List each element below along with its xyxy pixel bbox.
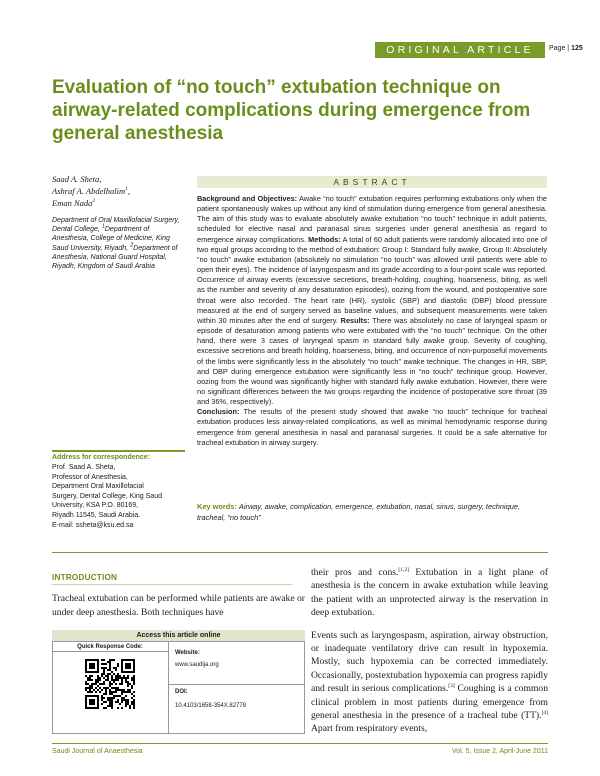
divider — [52, 552, 548, 553]
citation: [4] — [541, 709, 548, 716]
access-box-heading: Access this article online — [52, 630, 305, 642]
keywords: Key words: Airway, awake, complication, emergence, extubation, nasal, sinus, surgery, technique, tracheal, “no touch” — [197, 502, 521, 522]
qr-label: Quick Response Code: — [52, 642, 168, 652]
issue-info: Vol. 5, Issue 2, April-June 2011 — [452, 748, 548, 755]
correspondence-heading: Address for correspondence: — [52, 454, 151, 461]
author-list — [52, 173, 182, 209]
affiliations: Department of Oral Maxillofacial Surgery, Dental College, $^1$Department of Anesthesia, College of Medicine, King Saud University, Riyadh, $^2$Department of Anesthesia, National Guard Hospital, Riyadh, Kingdom of Saudi Arabia — [52, 217, 180, 271]
citation: [3] — [448, 683, 455, 690]
abstract-label: ABSTRACT — [333, 177, 411, 187]
divider — [52, 743, 548, 744]
correspondence-address: Prof. Saad A. Sheta, Professor of Anesthesia, Department Oral Maxillofacial Surgery, Dental College, King Saud University, KSA P.O. 80169, Riyadh 11545, Saudi Arabia. E-mail: ssheta@ksu.ed.sa — [52, 463, 187, 530]
author: Saad A. Sheta, — [52, 174, 102, 184]
article-title: Evaluation of “no touch” extubation technique on airway-related complications during emergence from general anesthesia — [52, 77, 531, 144]
paragraph: Events such as laryngospasm, aspiration, airway obstruction, or inadequate ventilatory drive can result in hypoxemia. Mostly, such hypoxemia can be corrected immediately. Occasionally, postextubation hypoxemia can progress rapidly and result in serious complications.[3] Coughing is a common clinical problem in most patients during emergence from general anesthesia in the presence of a tracheal tube (TT).[4] Apart from respiratory events, — [311, 629, 548, 735]
qr-code-icon[interactable] — [85, 659, 135, 709]
website-link[interactable]: www.saudija.org — [175, 662, 219, 668]
divider — [52, 450, 185, 452]
introduction-heading: INTRODUCTION — [52, 573, 118, 582]
section-label: ORIGINAL ARTICLE — [386, 44, 534, 56]
doi-label: DOI: — [175, 689, 188, 695]
paragraph: their pros and cons.[1,2] Extubation in a light plane of anesthesia is the concern in awake extubation while leaving the patient with an unprotected airway is the reservation in deep extubation. — [311, 566, 548, 619]
email-link[interactable]: E-mail: ssheta@ksu.ed.sa — [52, 521, 134, 529]
website-label: Website: — [175, 650, 200, 656]
introduction-text: Tracheal extubation can be performed while patients are awake or under deep anesthesia. Both techniques have — [52, 593, 305, 618]
divider — [52, 584, 292, 585]
author: Eman Nada$^2$ — [52, 198, 96, 208]
body-text-right — [311, 566, 548, 745]
journal-name: Saudi Journal of Anaesthesia — [52, 748, 143, 755]
page-number: Page | 125 — [549, 45, 583, 52]
divider — [169, 684, 305, 685]
citation: [1,2] — [398, 566, 409, 573]
author: Ashraf A. Abdelhalim$^1$, — [52, 186, 130, 196]
doi-link[interactable]: 10.4103/1658-354X.82778 — [175, 703, 247, 709]
abstract-body: Background and Objectives: Awake “no touch” extubation requires performing extubations only when the patient spontaneously wakes up without any kind of stimulation during emergence from general anesthesia. The aim of this study was to evaluate absolutely awake extubation “no touch” technique in adult patients, scheduled for elective nasal and paranasal sinus surgeries under general anesthesia as regard to emergence airway complications. Methods: A total of 60 adult patients were randomly allocated into one of two equal groups according to the method of extubation: Group I: Standard fully awake, Group II: Absolutely “no touch” awake extubation (absolutely no stimulation “no touch” was allowed until patients were able to open their eyes). The incidence of laryngospasm and its grade according to a four-point scale was reported. Occurrence of airway events (excessive secretions, breath-holding, coughing, hoarseness, biting, as well as the number and severity of any desaturation episodes), oozing from the wound, and postoperative sore throat were also recorded. The heart rate (HR), systolic (SBP) and diastolic (DBP) blood pressure measured at the end of surgery served as baseline values, and subsequent measurements were taken within 30 minutes after the end of surgery. Results: There was absolutely no case of laryngeal spasm or episode of desaturation among patients who were extubated with the “no touch” technique. On the other hand, there were 3 cases of laryngeal spasm in standard fully awake group. Severity of coughing, excessive secretions and breath holding, hoarseness, biting, and occurrence of non-purposeful movements of the limbs were significantly less in the absolutely “no touch” awake technique. The changes in HR, SBP, and DBP during emergence extubation were significantly less in “no touch” technique group. However, oozing from the wound was significantly higher with standard fully awake extubation. However, there were no significant differences between the two groups regarding the incidence of postoperative sore throat (39 and 36%, respectively). Conclusion: The results of the present study showed that awake “no touch” technique for tracheal extubation produces less airway-related complications, as well as minimal hemodynamic response during emergence from general anesthesia in nasal and paranasal surgeries. It could be a safe alternative for tracheal extubation in airway surgery. — [197, 194, 548, 447]
divider — [168, 642, 169, 734]
